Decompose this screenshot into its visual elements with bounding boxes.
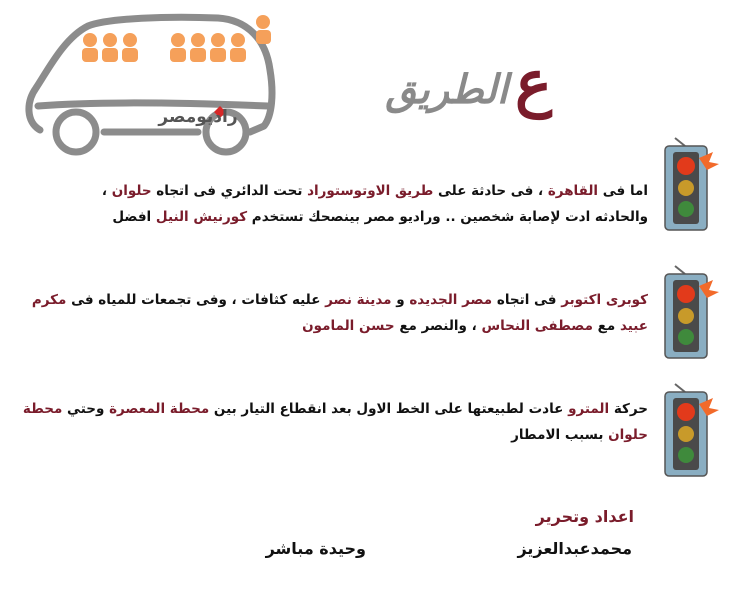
traffic-light-icon <box>655 382 725 482</box>
news-item <box>48 178 648 230</box>
credit-name: وحيدة مباشر <box>265 539 366 558</box>
news-text: مع <box>592 318 620 334</box>
page-title <box>380 40 570 150</box>
news-text: ، والحادثه ادت لإصابة شخصين .. وراديو مصر بينصحك تستخدم <box>101 183 648 225</box>
news-text: افضل <box>112 209 156 225</box>
news-text: فى اتجاه <box>492 292 562 308</box>
news-text: عليه كثافات ، وفى تجمعات للمياه فى <box>66 292 326 308</box>
news-item <box>8 287 648 339</box>
news-place-name: مصر الجديده <box>409 292 493 308</box>
news-place-name: مصطفى النحاس <box>481 318 593 334</box>
news-text: وحتي <box>62 401 110 417</box>
credit-name: محمدعبدالعزيز <box>517 539 632 558</box>
radio-masr-logo <box>18 10 280 160</box>
news-place-name: كوبرى اكتوبر <box>561 292 648 308</box>
news-text: و <box>391 292 410 308</box>
news-text: حركة <box>609 401 648 417</box>
news-place-name: كورنيش النيل <box>155 209 248 225</box>
news-place-name: مدينة نصر <box>325 292 392 308</box>
news-place-name: مكرم عبيد <box>31 292 648 334</box>
news-text: عادت لطبيعتها على الخط الاول بعد انقطاع التيار بين <box>209 401 569 417</box>
title-letter: ع <box>515 46 552 119</box>
news-place-name: محطة المعصرة <box>109 401 210 417</box>
news-text: تحت الدائري فى اتجاه <box>151 183 308 199</box>
logo-brand-text: راديومصر <box>158 107 238 127</box>
title-word: الطريق <box>385 66 508 113</box>
news-place-name: حلوان <box>111 183 152 199</box>
news-item <box>8 396 648 448</box>
traffic-light-icon <box>655 264 725 364</box>
traffic-light-icon <box>655 136 725 236</box>
news-text: ، فى حادثة على <box>433 183 548 199</box>
credits-heading: اعداد وتحرير <box>535 507 634 526</box>
news-place-name: حسن المامون <box>302 318 395 334</box>
news-text: ، والنصر مع <box>394 318 482 334</box>
news-place-name: القاهرة <box>547 183 599 199</box>
news-text: بسبب الامطار <box>511 427 609 443</box>
news-place-name: محطة حلوان <box>22 401 648 443</box>
news-text: اما فى <box>598 183 648 199</box>
news-place-name: طريق الاوتوستوراد <box>307 183 434 199</box>
news-place-name: المترو <box>568 401 610 417</box>
